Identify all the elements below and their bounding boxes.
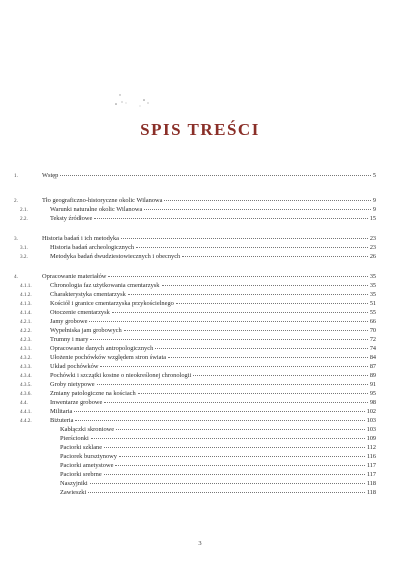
toc-entry-page: 26 bbox=[369, 253, 376, 260]
toc-entry-title: Zmiany patologiczne na kościach bbox=[50, 390, 136, 397]
toc-entry-number: 1. bbox=[14, 173, 18, 179]
toc-entry-page: 103 bbox=[366, 426, 376, 433]
dot-leader bbox=[112, 306, 368, 313]
toc-entry-page: 70 bbox=[369, 327, 376, 334]
toc-entry-title: Jamy grobowe bbox=[50, 318, 88, 325]
toc-entry-page: 117 bbox=[366, 462, 376, 469]
toc-entry[interactable] bbox=[14, 251, 376, 260]
toc-entry-page: 51 bbox=[369, 300, 376, 307]
dot-leader bbox=[176, 297, 368, 304]
toc-entry-title: Ułożenie pochówków względem stron świata bbox=[50, 354, 167, 361]
toc-entry-number: 4.3.1. bbox=[20, 346, 32, 352]
toc-entry-title: Charakterystyka cmentarzysk bbox=[50, 291, 126, 298]
toc-entry-page: 5 bbox=[372, 172, 376, 179]
toc-entry-title: Pierścionki bbox=[60, 435, 89, 442]
toc-entry-title: Paciorki ametystowe bbox=[60, 462, 114, 469]
dot-leader bbox=[164, 194, 370, 201]
dot-leader bbox=[115, 459, 365, 466]
toc-entry-page: 9 bbox=[372, 206, 376, 213]
toc-entry-number: 4.4.2. bbox=[20, 418, 32, 424]
dot-leader bbox=[104, 396, 367, 403]
dot-leader bbox=[60, 169, 371, 176]
toc-entry-title: Warunki naturalne okolic Wilanowa bbox=[50, 206, 143, 213]
toc-entry-number: 4.2.2. bbox=[20, 328, 32, 334]
toc-entry-title: Historia badań archeologicznych bbox=[50, 244, 135, 251]
dot-leader bbox=[108, 270, 367, 277]
toc-entry-page: 9 bbox=[372, 197, 376, 204]
toc-entry-page: 89 bbox=[369, 372, 376, 379]
toc-entry-title: Otoczenie cmentarzysk bbox=[50, 309, 110, 316]
dot-leader bbox=[155, 342, 368, 349]
toc-entry-title: Inwentarze grobowe bbox=[50, 399, 103, 406]
toc-entry-title: Układ pochówków bbox=[50, 363, 99, 370]
toc-entry-title: Metodyka badań dwudziestowiecznych i obecnych bbox=[50, 253, 181, 260]
toc-entry-page: 103 bbox=[366, 417, 376, 424]
dot-leader bbox=[124, 324, 368, 331]
dot-leader bbox=[88, 486, 365, 493]
toc-entry-title: Teksty źródłowe bbox=[50, 215, 93, 222]
toc-entry-page: 112 bbox=[366, 444, 376, 451]
toc-entry-number: 4.3.4. bbox=[20, 373, 32, 379]
dot-leader bbox=[138, 387, 368, 394]
toc-entry-page: 117 bbox=[366, 471, 376, 478]
toc-entry-title: Historia badań i ich metodyka bbox=[42, 235, 120, 242]
toc-entry-number: 3.1. bbox=[20, 245, 28, 251]
toc-entry-page: 74 bbox=[369, 345, 376, 352]
toc-entry[interactable] bbox=[14, 487, 376, 496]
toc-entry-page: 35 bbox=[369, 282, 376, 289]
toc-entry-number: 4.3.6. bbox=[20, 391, 32, 397]
toc-entry-title: Trumny i mary bbox=[50, 336, 89, 343]
toc-entry-title: Opracowanie danych antropologicznych bbox=[50, 345, 154, 352]
dot-leader bbox=[89, 315, 367, 322]
toc-entry-page: 15 bbox=[369, 215, 376, 222]
toc-entry-number: 4.1.1. bbox=[20, 283, 32, 289]
toc-entry-number: 4.1.2. bbox=[20, 292, 32, 298]
dot-leader bbox=[97, 378, 368, 385]
toc-entry-title: Zawieszki bbox=[60, 489, 87, 496]
dot-leader bbox=[168, 351, 368, 358]
toc-entry-page: 84 bbox=[369, 354, 376, 361]
dot-leader bbox=[100, 360, 367, 367]
toc-entry-title: Groby nietypowe bbox=[50, 381, 95, 388]
toc-entry-title: Opracowanie materiałów bbox=[42, 273, 107, 280]
toc-entry-title: Wypełniska jam grobowych bbox=[50, 327, 122, 334]
dot-leader bbox=[104, 468, 365, 475]
dot-leader bbox=[94, 212, 367, 219]
dot-leader bbox=[116, 423, 365, 430]
toc-entry-title: Militaria bbox=[50, 408, 73, 415]
page-number: 3 bbox=[198, 540, 202, 547]
dot-leader bbox=[193, 369, 368, 376]
toc-entry-title: Paciorki szklane bbox=[60, 444, 103, 451]
toc-entry-number: 4. bbox=[14, 274, 18, 280]
dot-leader bbox=[90, 333, 367, 340]
dot-leader bbox=[75, 414, 364, 421]
toc-entry-title: Paciorki srebrne bbox=[60, 471, 102, 478]
toc-entry-page: 35 bbox=[369, 291, 376, 298]
toc-entry-title: Kościół i granice cmentarzyska przykościelnego bbox=[50, 300, 174, 307]
toc-entry-page: 118 bbox=[366, 489, 376, 496]
toc-entry-title: Chronologia faz użytkowania cmentarzysk bbox=[50, 282, 160, 289]
toc-entry[interactable] bbox=[14, 170, 376, 179]
toc-entry-title: Pochówki i szczątki kostne o nieokreślonej chronologii bbox=[50, 372, 192, 379]
toc-entry-title: Kabłączki skroniowe bbox=[60, 426, 115, 433]
toc-entry-number: 4.4.1. bbox=[20, 409, 32, 415]
toc-entry-title: Tło geograficzno-historyczne okolic Wilanowa bbox=[42, 197, 163, 204]
toc-entry-page: 102 bbox=[366, 408, 376, 415]
toc-entry-title: Biżuteria bbox=[50, 417, 74, 424]
toc-entry-number: 4.3.2. bbox=[20, 355, 32, 361]
dot-leader bbox=[182, 250, 368, 257]
toc-entry-title: Wstęp bbox=[42, 172, 59, 179]
toc-entry-number: 4.3.5. bbox=[20, 382, 32, 388]
toc-entry-page: 118 bbox=[366, 480, 376, 487]
toc-entry-page: 98 bbox=[369, 399, 376, 406]
toc-entry-title: Paciorek bursztynowy bbox=[60, 453, 117, 460]
toc-entry-number: 4.1.4. bbox=[20, 310, 32, 316]
toc-entry-number: 2.1. bbox=[20, 207, 28, 213]
dot-leader bbox=[90, 477, 365, 484]
toc-entry-number: 2. bbox=[14, 198, 18, 204]
toc-entry-number: 2.2. bbox=[20, 216, 28, 222]
toc-entry-number: 4.4. bbox=[20, 400, 28, 406]
dot-leader bbox=[121, 232, 368, 239]
toc-entry-number: 3. bbox=[14, 236, 18, 242]
toc-entry-page: 91 bbox=[369, 381, 376, 388]
toc-entry-page: 109 bbox=[366, 435, 376, 442]
toc-entry-page: 66 bbox=[369, 318, 376, 325]
toc-entry-page: 35 bbox=[369, 273, 376, 280]
toc-entry-number: 4.1.3. bbox=[20, 301, 32, 307]
toc-entry-page: 87 bbox=[369, 363, 376, 370]
toc-entry-page: 23 bbox=[369, 244, 376, 251]
toc-entry-number: 3.2. bbox=[20, 254, 28, 260]
toc-entry-number: 4.3.3. bbox=[20, 364, 32, 370]
dot-leader bbox=[128, 288, 368, 295]
toc-entry-number: 4.2.3. bbox=[20, 337, 32, 343]
ink-specks-decoration bbox=[104, 89, 164, 113]
toc-entry-number: 4.2.1. bbox=[20, 319, 32, 325]
dot-leader bbox=[91, 432, 365, 439]
dot-leader bbox=[144, 203, 371, 210]
toc-entry-page: 72 bbox=[369, 336, 376, 343]
toc-entry-page: 116 bbox=[366, 453, 376, 460]
dot-leader bbox=[162, 279, 368, 286]
toc-entry[interactable] bbox=[14, 213, 376, 222]
toc-entry-page: 23 bbox=[369, 235, 376, 242]
page-title: SPIS TREŚCI bbox=[140, 120, 260, 139]
toc-entry-title: Naszyjniki bbox=[60, 480, 88, 487]
dot-leader bbox=[74, 405, 364, 412]
dot-leader bbox=[136, 241, 368, 248]
dot-leader bbox=[104, 441, 365, 448]
dot-leader bbox=[119, 450, 365, 457]
toc-entry-page: 95 bbox=[369, 390, 376, 397]
toc-entry-page: 55 bbox=[369, 309, 376, 316]
